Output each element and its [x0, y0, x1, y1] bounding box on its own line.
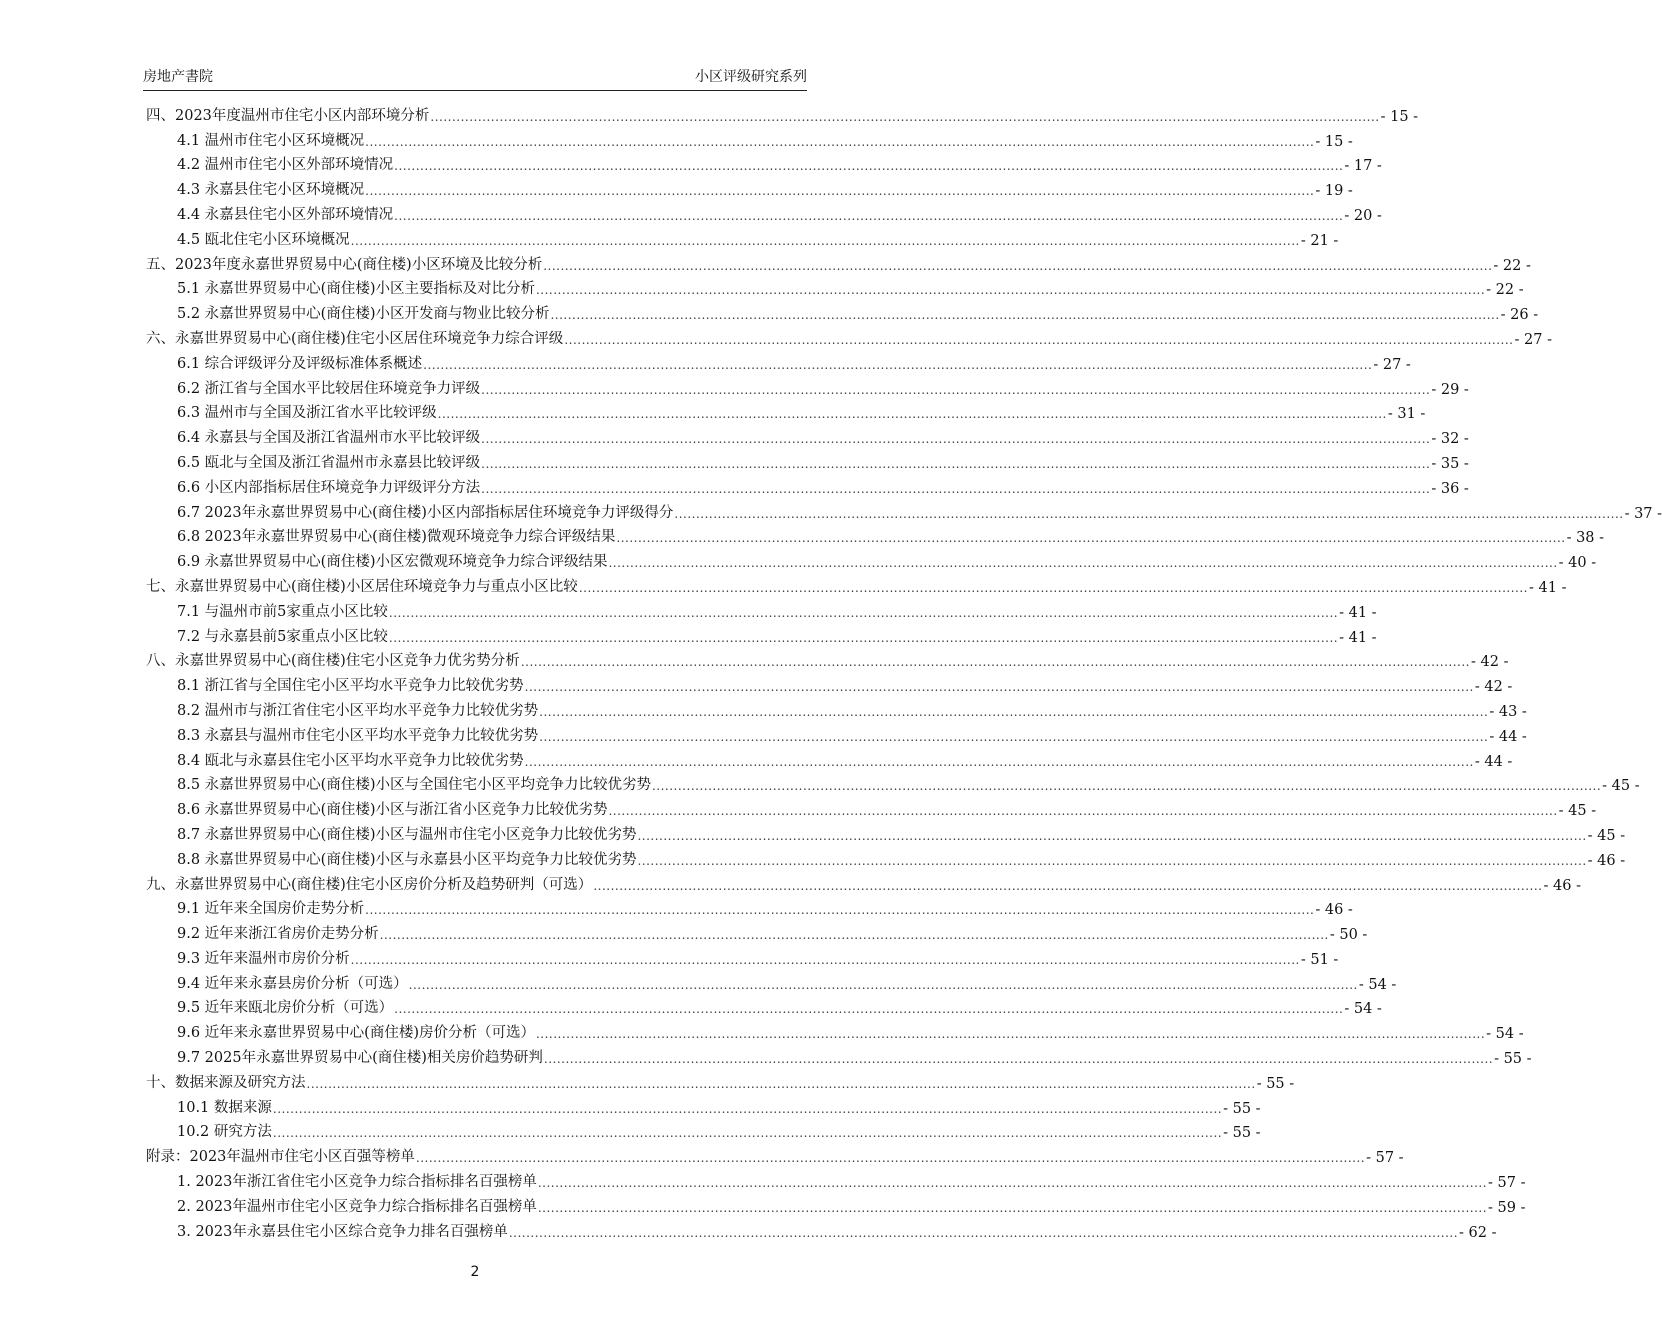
toc-entry-page: - 55 - [1494, 1051, 1532, 1068]
toc-entry-page: - 17 - [1344, 158, 1382, 175]
toc-dot-leader: ............................................................................................................................................................................................................................ [524, 680, 1474, 695]
toc-entry-title: 9.4 近年来永嘉县房价分析（可选） [177, 975, 408, 992]
toc-entry-page: - 57 - [1366, 1150, 1404, 1167]
toc-section-entry[interactable] [146, 993, 1382, 1018]
toc-entry-page: - 55 - [1223, 1100, 1261, 1117]
toc-dot-leader: ............................................................................................................................................................................................................................ [537, 1200, 1488, 1215]
page-number: 2 [470, 1264, 480, 1280]
toc-section-entry[interactable] [146, 943, 1339, 968]
toc-entry-title: 附录：2023年温州市住宅小区百强等榜单 [146, 1149, 415, 1166]
toc-section-entry[interactable] [146, 745, 1513, 770]
toc-chapter-entry[interactable] [146, 1141, 1404, 1167]
toc-dot-leader: ............................................................................................................................................................................................................................ [415, 1151, 1366, 1166]
toc-entry-page: - 46 - [1587, 852, 1626, 869]
toc-entry-title: 2. 2023年温州市住宅小区竞争力综合指标排名百强榜单 [177, 1198, 537, 1215]
toc-dot-leader: ............................................................................................................................................................................................................................ [578, 580, 1528, 595]
toc-entry-page: - 36 - [1431, 480, 1469, 497]
toc-section-entry[interactable] [146, 199, 1382, 224]
toc-entry-title: 3. 2023年永嘉县住宅小区综合竞争力排名百强榜单 [177, 1223, 508, 1240]
toc-dot-leader: ............................................................................................................................................................................................................................ [481, 382, 1431, 397]
toc-dot-leader: ............................................................................................................................................................................................................................ [535, 283, 1486, 298]
toc-dot-leader: ............................................................................................................................................................................................................................ [350, 233, 1300, 248]
toc-dot-leader: ............................................................................................................................................................................................................................ [543, 258, 1493, 273]
toc-entry-page: - 45 - [1558, 803, 1597, 820]
toc-dot-leader: ............................................................................................................................................................................................................................ [524, 754, 1474, 769]
toc-section-entry[interactable] [146, 918, 1368, 944]
toc-section-entry[interactable] [146, 373, 1469, 398]
toc-entry-page: - 37 - [1624, 505, 1662, 522]
toc-dot-leader: ............................................................................................................................................................................................................................ [543, 1052, 1494, 1067]
toc-entry-page: - 22 - [1486, 282, 1524, 299]
toc-dot-leader: ............................................................................................................................................................................................................................ [430, 109, 1380, 124]
toc-dot-leader: ............................................................................................................................................................................................................................ [388, 605, 1339, 620]
toc-dot-leader: ............................................................................................................................................................................................................................ [637, 828, 1587, 843]
toc-dot-leader: ............................................................................................................................................................................................................................ [365, 134, 1315, 149]
toc-dot-leader: ............................................................................................................................................................................................................................ [423, 357, 1373, 372]
toc-section-entry[interactable] [146, 546, 1597, 572]
toc-entry-page: - 54 - [1344, 1001, 1382, 1018]
toc-entry-page: - 27 - [1514, 331, 1552, 348]
toc-entry-page: - 41 - [1339, 604, 1377, 621]
toc-entry-page: - 31 - [1387, 406, 1426, 423]
toc-entry-title: 8.3 永嘉县与温州市住宅小区平均水平竞争力比较优劣势 [177, 727, 539, 744]
toc-entry-title: 9.3 近年来温州市房价分析 [177, 950, 350, 967]
toc-chapter-entry[interactable] [146, 249, 1531, 274]
toc-entry-title: 4.1 温州市住宅小区环境概况 [177, 132, 365, 149]
toc-section-entry[interactable] [146, 174, 1353, 200]
toc-entry-page: - 40 - [1558, 555, 1597, 572]
toc-dot-leader: ............................................................................................................................................................................................................................ [535, 1027, 1486, 1042]
toc-dot-leader: ............................................................................................................................................................................................................................ [394, 159, 1344, 174]
toc-dot-leader: ............................................................................................................................................................................................................................ [539, 704, 1489, 719]
toc-section-entry[interactable] [146, 522, 1605, 547]
toc-dot-leader: ............................................................................................................................................................................................................................ [539, 729, 1489, 744]
toc-dot-leader: ............................................................................................................................................................................................................................ [394, 208, 1344, 223]
toc-chapter-entry[interactable] [146, 1067, 1295, 1092]
toc-dot-leader: ............................................................................................................................................................................................................................ [481, 456, 1431, 471]
toc-dot-leader: ............................................................................................................................................................................................................................ [593, 878, 1543, 893]
toc-dot-leader: ............................................................................................................................................................................................................................ [350, 952, 1300, 967]
toc-entry-title: 10.2 研究方法 [177, 1124, 272, 1141]
toc-entry-title: 8.6 永嘉世界贸易中心(商住楼)小区与浙江省小区竞争力比较优劣势 [177, 802, 608, 819]
toc-entry-title: 9.7 2025年永嘉世界贸易中心(商住楼)相关房价趋势研判 [177, 1050, 543, 1067]
toc-section-entry[interactable] [146, 1092, 1261, 1117]
toc-section-entry[interactable] [146, 125, 1353, 150]
toc-entry-page: - 54 - [1358, 976, 1397, 993]
toc-entry-title: 8.8 永嘉世界贸易中心(商住楼)小区与永嘉县小区平均竞争力比较优劣势 [177, 851, 637, 868]
toc-entry-title: 9.5 近年来瓯北房价分析（可选） [177, 1000, 394, 1017]
toc-section-entry[interactable] [146, 274, 1524, 299]
toc-dot-leader: ............................................................................................................................................................................................................................ [564, 332, 1514, 347]
toc-entry-title: 6.2 浙江省与全国水平比较居住环境竞争力评级 [177, 380, 481, 397]
table-of-contents [146, 100, 1662, 1241]
toc-section-entry[interactable] [146, 447, 1469, 472]
toc-dot-leader: ............................................................................................................................................................................................................................ [481, 432, 1431, 447]
toc-entry-page: - 15 - [1380, 108, 1419, 125]
toc-entry-title: 8.7 永嘉世界贸易中心(商住楼)小区与温州市住宅小区竞争力比较优劣势 [177, 826, 637, 843]
toc-dot-leader: ............................................................................................................................................................................................................................ [608, 556, 1558, 571]
toc-entry-title: 五、2023年度永嘉世界贸易中心(商住楼)小区环境及比较分析 [146, 256, 543, 273]
toc-entry-page: - 45 - [1602, 778, 1640, 795]
toc-dot-leader: ............................................................................................................................................................................................................................ [388, 630, 1339, 645]
toc-entry-page: - 15 - [1315, 133, 1353, 150]
toc-entry-title: 7.1 与温州市前5家重点小区比较 [177, 603, 388, 620]
toc-chapter-entry[interactable] [146, 323, 1552, 348]
toc-section-entry[interactable] [146, 348, 1411, 373]
toc-entry-title: 6.8 2023年永嘉世界贸易中心(商住楼)微观环境竞争力综合评级结果 [177, 529, 616, 546]
toc-entry-page: - 29 - [1431, 381, 1469, 398]
toc-chapter-entry[interactable] [146, 100, 1419, 125]
toc-dot-leader: ............................................................................................................................................................................................................................ [550, 308, 1500, 323]
toc-entry-page: - 55 - [1223, 1125, 1261, 1142]
toc-entry-page: - 50 - [1329, 927, 1368, 944]
toc-entry-title: 6.4 永嘉县与全国及浙江省温州市水平比较评级 [177, 430, 481, 447]
toc-entry-title: 6.3 温州市与全国及浙江省水平比较评级 [177, 405, 437, 422]
toc-dot-leader: ............................................................................................................................................................................................................................ [616, 531, 1566, 546]
toc-section-entry[interactable] [146, 720, 1527, 745]
toc-entry-page: - 51 - [1300, 951, 1339, 968]
toc-section-entry[interactable] [146, 422, 1469, 448]
toc-entry-title: 4.5 瓯北住宅小区环境概况 [177, 231, 350, 248]
toc-entry-title: 6.9 永嘉世界贸易中心(商住楼)小区宏微观环境竞争力综合评级结果 [177, 554, 608, 571]
toc-entry-page: - 45 - [1587, 827, 1626, 844]
toc-dot-leader: ............................................................................................................................................................................................................................ [272, 1126, 1223, 1141]
toc-chapter-entry[interactable] [146, 869, 1581, 894]
toc-section-entry[interactable] [146, 794, 1597, 820]
toc-entry-page: - 41 - [1529, 579, 1567, 596]
toc-section-entry[interactable] [146, 224, 1339, 249]
toc-section-entry[interactable] [146, 670, 1513, 696]
toc-entry-page: - 46 - [1543, 877, 1581, 894]
toc-section-entry[interactable] [146, 695, 1527, 720]
toc-dot-leader: ............................................................................................................................................................................................................................ [537, 1176, 1488, 1191]
toc-section-entry[interactable] [146, 844, 1626, 869]
toc-entry-title: 5.1 永嘉世界贸易中心(商住楼)小区主要指标及对比分析 [177, 281, 535, 298]
toc-entry-page: - 26 - [1500, 307, 1539, 324]
toc-entry-page: - 38 - [1566, 530, 1605, 547]
toc-entry-page: - 41 - [1339, 629, 1377, 646]
toc-entry-title: 10.1 数据来源 [177, 1099, 272, 1116]
toc-entry-page: - 21 - [1300, 232, 1339, 249]
toc-section-entry[interactable] [146, 1191, 1526, 1216]
toc-entry-page: - 27 - [1373, 356, 1411, 373]
toc-entry-title: 六、永嘉世界贸易中心(商住楼)住宅小区居住环境竞争力综合评级 [146, 330, 564, 347]
toc-entry-page: - 55 - [1256, 1075, 1295, 1092]
toc-section-entry[interactable] [146, 596, 1377, 621]
toc-entry-title: 1. 2023年浙江省住宅小区竞争力综合指标排名百强榜单 [177, 1174, 537, 1191]
toc-section-entry[interactable] [146, 621, 1377, 646]
toc-dot-leader: ............................................................................................................................................................................................................................ [306, 1076, 1256, 1091]
toc-section-entry[interactable] [146, 150, 1382, 175]
toc-entry-page: - 57 - [1488, 1175, 1526, 1192]
toc-entry-title: 4.2 温州市住宅小区外部环境情况 [177, 157, 394, 174]
toc-entry-title: 四、2023年度温州市住宅小区内部环境分析 [146, 107, 430, 124]
toc-entry-title: 8.2 温州市与浙江省住宅小区平均水平竞争力比较优劣势 [177, 702, 539, 719]
toc-entry-title: 6.5 瓯北与全国及浙江省温州市永嘉县比较评级 [177, 454, 481, 471]
toc-entry-title: 8.1 浙江省与全国住宅小区平均水平竞争力比较优劣势 [177, 678, 524, 695]
toc-entry-title: 6.1 综合评级评分及评级标准体系概述 [177, 355, 423, 372]
toc-entry-title: 七、永嘉世界贸易中心(商住楼)小区居住环境竞争力与重点小区比较 [146, 578, 578, 595]
toc-entry-title: 4.3 永嘉县住宅小区环境概况 [177, 182, 365, 199]
toc-entry-page: - 19 - [1315, 183, 1353, 200]
toc-section-entry[interactable] [146, 1117, 1261, 1142]
toc-dot-leader: ............................................................................................................................................................................................................................ [437, 407, 1387, 422]
toc-entry-page: - 44 - [1489, 728, 1527, 745]
toc-entry-title: 5.2 永嘉世界贸易中心(商住楼)小区开发商与物业比较分析 [177, 306, 550, 323]
toc-dot-leader: ............................................................................................................................................................................................................................ [520, 655, 1470, 670]
toc-section-entry[interactable] [146, 819, 1626, 844]
toc-entry-page: - 46 - [1315, 902, 1353, 919]
toc-entry-title: 6.7 2023年永嘉世界贸易中心(商住楼)小区内部指标居住环境竞争力评级得分 [177, 504, 674, 521]
toc-section-entry[interactable] [146, 298, 1539, 324]
toc-entry-page: - 20 - [1344, 207, 1382, 224]
toc-entry-page: - 59 - [1488, 1199, 1526, 1216]
toc-section-entry[interactable] [146, 1166, 1526, 1192]
toc-chapter-entry[interactable] [146, 571, 1567, 596]
toc-section-entry[interactable] [146, 894, 1353, 919]
toc-section-entry[interactable] [146, 1042, 1532, 1068]
toc-section-entry[interactable] [146, 497, 1662, 522]
toc-entry-title: 八、永嘉世界贸易中心(商住楼)住宅小区竞争力优劣势分析 [146, 653, 520, 670]
toc-dot-leader: ............................................................................................................................................................................................................................ [508, 1225, 1459, 1240]
toc-entry-page: - 35 - [1431, 455, 1469, 472]
toc-section-entry[interactable] [146, 968, 1397, 993]
toc-dot-leader: ............................................................................................................................................................................................................................ [608, 804, 1558, 819]
toc-entry-page: - 32 - [1431, 431, 1469, 448]
toc-section-entry[interactable] [146, 472, 1469, 497]
toc-chapter-entry[interactable] [146, 646, 1509, 671]
toc-entry-title: 8.5 永嘉世界贸易中心(商住楼)小区与全国住宅小区平均竞争力比较优劣势 [177, 777, 651, 794]
toc-dot-leader: ............................................................................................................................................................................................................................ [674, 506, 1624, 521]
toc-entry-title: 8.4 瓯北与永嘉县住宅小区平均水平竞争力比较优劣势 [177, 752, 524, 769]
toc-entry-title: 9.6 近年来永嘉世界贸易中心(商住楼)房价分析（可选） [177, 1025, 535, 1042]
toc-entry-title: 6.6 小区内部指标居住环境竞争力评级评分方法 [177, 479, 481, 496]
toc-entry-page: - 42 - [1474, 679, 1513, 696]
toc-section-entry[interactable] [146, 1216, 1497, 1241]
toc-entry-title: 7.2 与永嘉县前5家重点小区比较 [177, 628, 388, 645]
toc-entry-page: - 44 - [1474, 753, 1513, 770]
page-header [143, 68, 807, 91]
toc-entry-page: - 54 - [1486, 1026, 1524, 1043]
toc-section-entry[interactable] [146, 770, 1640, 795]
header-series-title: 小区评级研究系列 [695, 69, 807, 85]
header-publisher: 房地产書院 [143, 69, 213, 85]
toc-dot-leader: ............................................................................................................................................................................................................................ [272, 1101, 1223, 1116]
toc-dot-leader: ............................................................................................................................................................................................................................ [408, 977, 1358, 992]
toc-entry-title: 十、数据来源及研究方法 [146, 1074, 306, 1091]
toc-dot-leader: ............................................................................................................................................................................................................................ [365, 184, 1315, 199]
toc-entry-page: - 62 - [1459, 1224, 1497, 1241]
toc-entry-title: 9.2 近年来浙江省房价走势分析 [177, 926, 379, 943]
toc-entry-title: 9.1 近年来全国房价走势分析 [177, 901, 365, 918]
toc-dot-leader: ............................................................................................................................................................................................................................ [637, 853, 1587, 868]
toc-dot-leader: ............................................................................................................................................................................................................................ [651, 779, 1602, 794]
toc-entry-page: - 43 - [1489, 703, 1527, 720]
toc-entry-page: - 42 - [1471, 654, 1509, 671]
toc-entry-page: - 22 - [1493, 257, 1531, 274]
toc-section-entry[interactable] [146, 1017, 1524, 1043]
toc-dot-leader: ............................................................................................................................................................................................................................ [379, 928, 1329, 943]
toc-entry-title: 九、永嘉世界贸易中心(商住楼)住宅小区房价分析及趋势研判（可选） [146, 876, 593, 893]
toc-dot-leader: ............................................................................................................................................................................................................................ [394, 1002, 1344, 1017]
toc-section-entry[interactable] [146, 398, 1426, 423]
toc-dot-leader: ............................................................................................................................................................................................................................ [365, 903, 1315, 918]
toc-dot-leader: ............................................................................................................................................................................................................................ [481, 481, 1431, 496]
toc-entry-title: 4.4 永嘉县住宅小区外部环境情况 [177, 206, 394, 223]
